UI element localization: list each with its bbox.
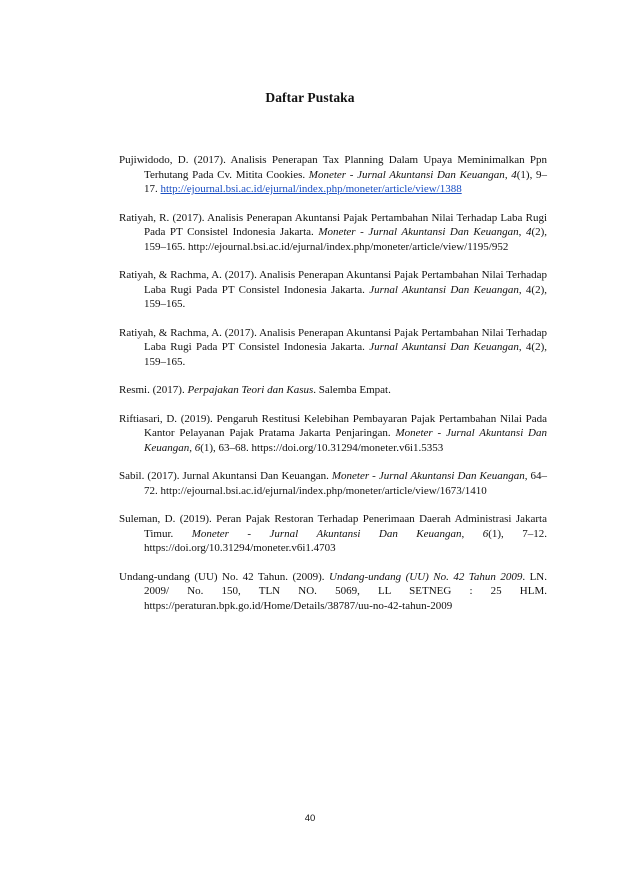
reference-text: Ratiyah, R. (2017). Analisis Penerapan Akuntansi Pajak Pertambahan Nilai Terhadap Laba Rugi Pada PT Consistel Indonesia Jakarta.	[119, 211, 547, 238]
reference-text: , 4(2), 159–165.	[144, 341, 547, 368]
reference-text: Resmi. (2017).	[119, 384, 188, 396]
reference-text: Riftiasari, D. (2019). Pengaruh Restitusi Kelebihan Pembayaran Pajak Pertambahan Nilai Pada Kantor Pelayanan Pajak Pratama Jakarta Penjaringan.	[119, 412, 547, 439]
reference-link[interactable]: http://ejournal.bsi.ac.id/ejurnal/index.php/moneter/article/view/1388	[160, 183, 462, 195]
reference-entry	[119, 512, 547, 556]
volume: 6	[194, 441, 201, 454]
reference-text: (1), 9–17.	[144, 168, 548, 195]
reference-text: ,	[189, 441, 195, 454]
reference-text: . LN. 2009/ No. 150, TLN NO. 5069, LL SETNEG : 25 HLM. https://peraturan.bpk.go.id/Home/Details/38787/uu-no-42-tahun-2009	[144, 570, 548, 612]
reference-entry	[119, 570, 547, 614]
reference-text: Undang-undang (UU) No. 42 Tahun. (2009).	[119, 570, 330, 583]
journal-title: Moneter - Jurnal Akuntansi Dan Keuangan	[318, 226, 519, 238]
reference-text: ,	[504, 168, 512, 181]
volume: 6	[482, 527, 489, 540]
reference-text: Ratiyah, & Rachma, A. (2017). Analisis Penerapan Akuntansi Pajak Pertambahan Nilai Terhadap Laba Rugi Pada PT Consistel Indonesia Jakarta.	[119, 269, 547, 296]
reference-url: http://ejournal.bsi.ac.id/ejurnal/index.php/moneter/article/view/1195/952	[188, 240, 509, 253]
reference-entry	[119, 153, 547, 197]
reference-entry	[119, 383, 547, 398]
book-title: Perpajakan Teori dan Kasus	[187, 384, 314, 396]
journal-title: Moneter - Jurnal Akuntansi Dan Keuangan	[308, 168, 505, 181]
journal-title: Jurnal Akuntansi Dan Keuangan	[369, 341, 519, 353]
reference-text: ,	[461, 527, 483, 540]
reference-text: , 4(2), 159–165.	[144, 283, 547, 310]
page-title: Daftar Pustaka	[265, 90, 355, 105]
journal-title: Moneter - Jurnal Akuntansi Dan Keuangan	[144, 427, 547, 454]
reference-list	[119, 153, 547, 613]
journal-title: Moneter - Jurnal Akuntansi Dan Keuangan	[191, 527, 462, 540]
reference-text: Pujiwidodo, D. (2017). Analisis Penerapan Tax Planning Dalam Upaya Meminimalkan Ppn Terhutang Pada Cv. Mitita Cookies.	[119, 154, 547, 181]
reference-text: (1), 7–12. https://doi.org/10.31294/moneter.v6i1.4703	[144, 527, 548, 554]
volume: 4	[511, 168, 517, 181]
reference-entry	[119, 412, 547, 456]
page-number: 40	[304, 813, 316, 824]
reference-entry	[119, 469, 547, 498]
reference-text: Ratiyah, & Rachma, A. (2017). Analisis Penerapan Akuntansi Pajak Pertambahan Nilai Terhadap Laba Rugi Pada PT Consistel Indonesia Jakarta.	[119, 326, 547, 353]
law-title: Undang-undang (UU) No. 42 Tahun 2009	[329, 570, 523, 583]
reference-text: . Salemba Empat.	[313, 384, 391, 396]
reference-entry	[119, 326, 547, 370]
reference-text: (1), 63–68. https://doi.org/10.31294/moneter.v6i1.5353	[200, 441, 444, 454]
reference-text: ,	[518, 226, 526, 238]
reference-text: (2), 159–165.	[144, 226, 548, 253]
reference-text: Suleman, D. (2019). Peran Pajak Restoran Terhadap Penerimaan Daerah Administrasi Jakarta Timur.	[119, 513, 547, 540]
journal-title: Jurnal Akuntansi Dan Keuangan	[369, 283, 519, 296]
journal-title: Moneter - Jurnal Akuntansi Dan Keuangan	[331, 470, 525, 482]
volume: 4	[525, 226, 532, 238]
reference-entry	[119, 268, 547, 312]
reference-text: , 64–72. http://ejournal.bsi.ac.id/ejurnal/index.php/moneter/article/view/1673/1410	[144, 470, 547, 497]
reference-text: Sabil. (2017). Jurnal Akuntansi Dan Keuangan.	[119, 470, 332, 482]
reference-entry	[119, 211, 547, 255]
